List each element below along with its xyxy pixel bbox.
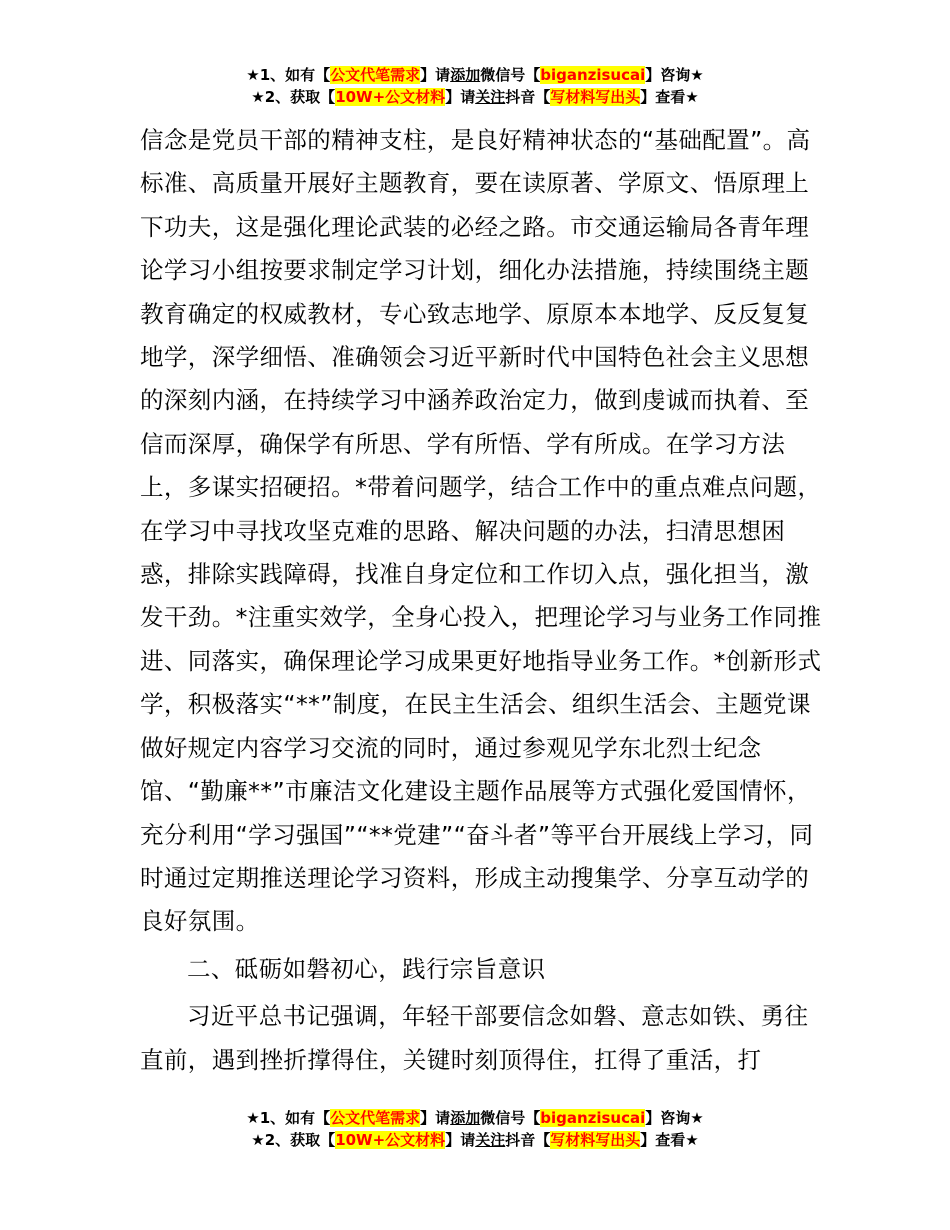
body-paragraph: 习近平总书记强调，年轻干部要信念如磐、意志如铁、勇往直前，遇到挫折撑得住，关键时刻顶得住，扛得了重活，打 [140, 1002, 809, 1074]
banner-text: 微信号【 [480, 1109, 541, 1127]
banner-highlight: 10W+公文材料 [335, 1131, 446, 1149]
banner-text: ★2、获取【 [251, 1131, 336, 1149]
banner-text: 】查看★ [640, 88, 699, 106]
banner-douyin-name: 写材料写出头 [550, 1131, 641, 1149]
body-paragraph: 信念是党员干部的精神支柱，是良好精神状态的“基础配置”。高标准、高质量开展好主题教育，要在读原著、学原文、悟原理上下功夫，这是强化理论武装的必经之路。市交通运输局各青年理论学习小组按要求制定学习计划，细化办法措施，持续围绕主题教育确定的权威教材，专心致志地学、原原本本地学、反反复复地学，深学细悟、准确领会习近平新时代中国特色社会主义思想的深刻内涵，在持续学习中涵养政治定力，做到虔诚而执着、至信而深厚，确保学有所思、学有所悟、学有所成。在学习方法上，多谋实招硬招。*带着问题学，结合工作中的重点难点问题，在学习中寻找攻坚克难的思路、解决问题的办法，扫清思想困惑，排除实践障碍，找准自身定位和工作切入点，强化担当，激发干劲。*注重实效学，全身心投入，把理论学习与业务工作同推进、同落实，确保理论学习成果更好地指导业务工作。*创新形式学，积极落实“**”制度，在民主生活会、组织生活会、主题党课做好规定内容学习交流的同时，通过参观见学东北烈士纪念馆、“勤廉**”市廉洁文化建设主题作品展等方式强化爱国情怀，充分利用“学习强国”“**党建”“奋斗者”等平台开展线上学习，同时通过定期推送理论学习资料，形成主动搜集学、分享互动学的良好氛围。 [140, 126, 822, 936]
top-banner [0, 64, 950, 108]
section-heading: 二、砥砺如磐初心，践行宗旨意识 [187, 954, 546, 983]
banner-underlined-text: 关注 [475, 1131, 506, 1149]
banner-wechat-id: biganzisucai [540, 66, 646, 84]
banner-text: 】查看★ [640, 1131, 699, 1149]
banner-underlined-text: 添加 [450, 66, 481, 84]
banner-text: ★1、如有【 [246, 66, 331, 84]
banner-line-1 [0, 1107, 950, 1129]
banner-text: 】咨询★ [645, 1109, 704, 1127]
banner-underlined-text: 添加 [450, 1109, 481, 1127]
banner-text: 微信号【 [480, 66, 541, 84]
banner-text: 抖音【 [505, 1131, 551, 1149]
banner-line-1 [0, 64, 950, 86]
banner-wechat-id: biganzisucai [540, 1109, 646, 1127]
banner-text: 】请 [420, 1109, 451, 1127]
banner-text: 】请 [445, 88, 476, 106]
banner-text: ★1、如有【 [246, 1109, 331, 1127]
banner-text: ★2、获取【 [251, 88, 336, 106]
banner-text: 】请 [445, 1131, 476, 1149]
document-body [140, 119, 830, 1082]
banner-line-2 [0, 86, 950, 108]
banner-highlight: 公文代笔需求 [330, 1109, 421, 1127]
banner-underlined-text: 关注 [475, 88, 506, 106]
banner-text: 】咨询★ [645, 66, 704, 84]
banner-highlight: 公文代笔需求 [330, 66, 421, 84]
bottom-banner [0, 1107, 950, 1151]
banner-text: 抖音【 [505, 88, 551, 106]
banner-line-2 [0, 1129, 950, 1151]
banner-douyin-name: 写材料写出头 [550, 88, 641, 106]
banner-highlight: 10W+公文材料 [335, 88, 446, 106]
banner-text: 】请 [420, 66, 451, 84]
